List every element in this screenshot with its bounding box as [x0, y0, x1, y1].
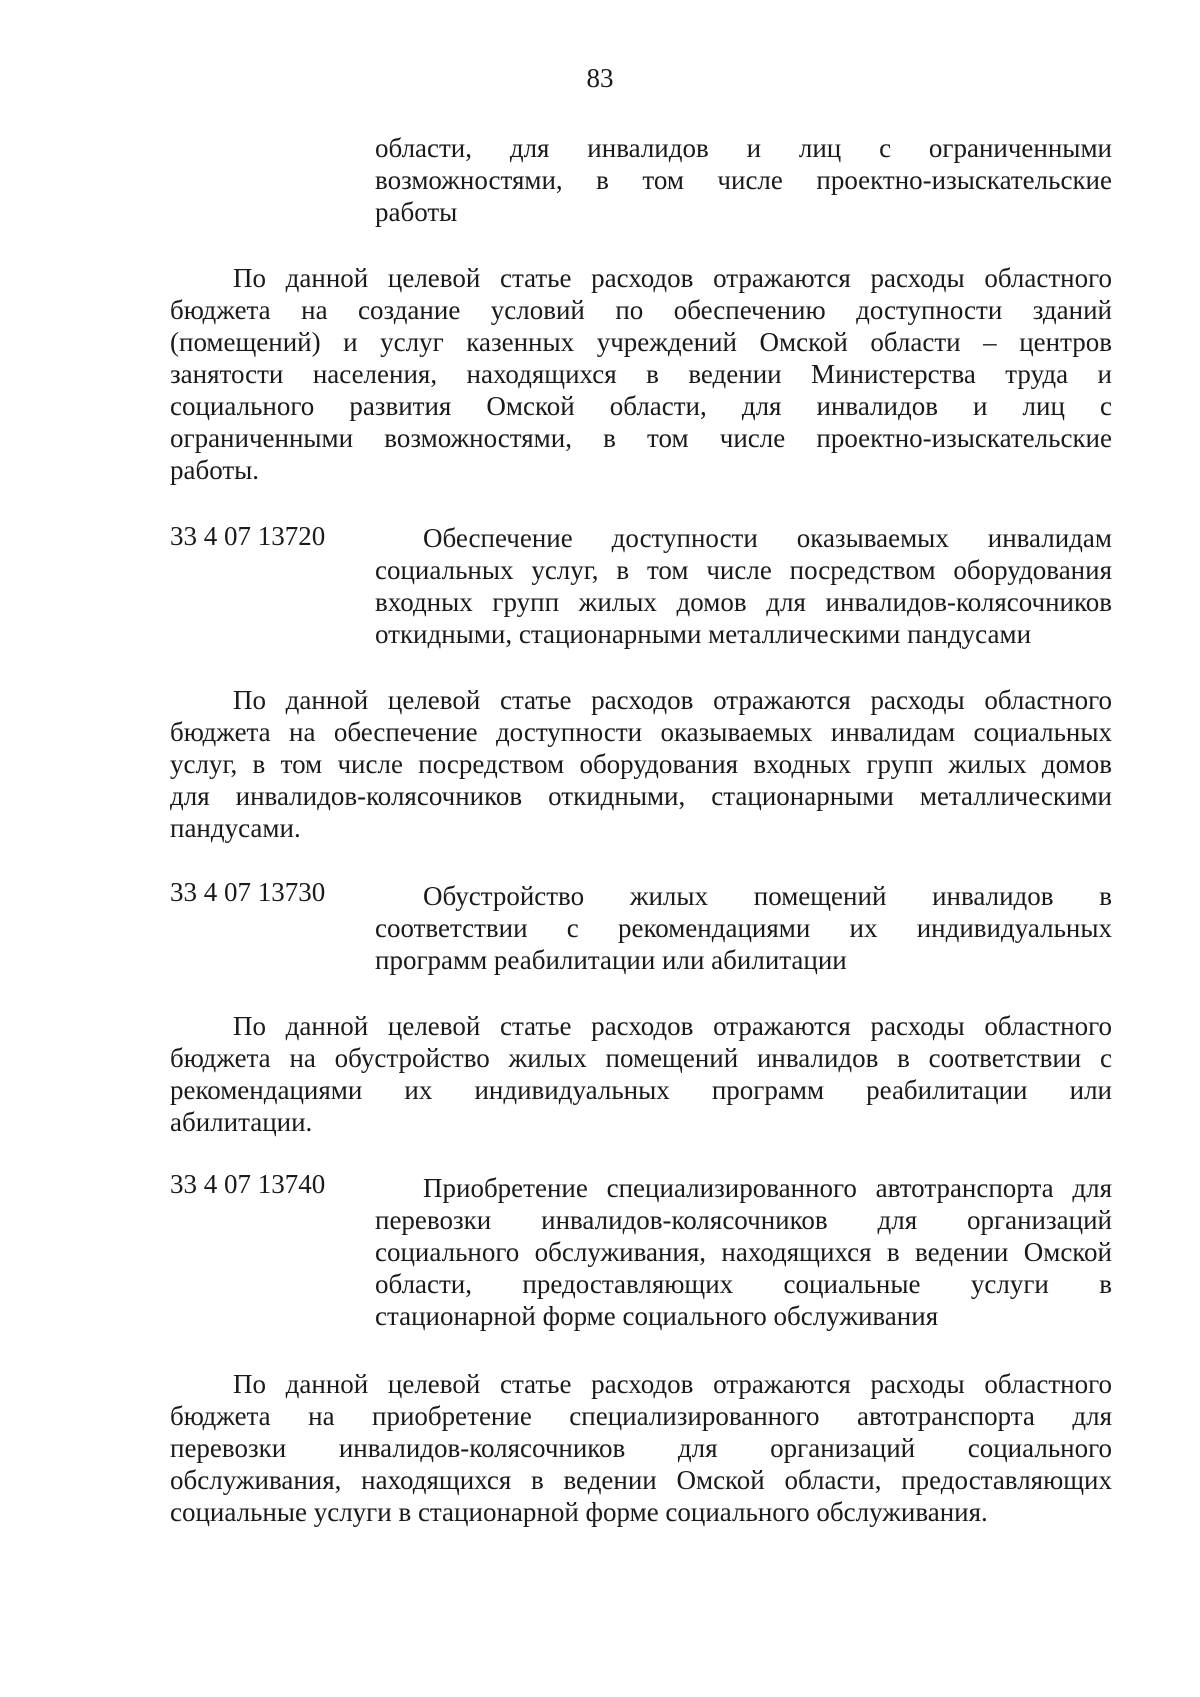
- page-number: 83: [586, 63, 614, 93]
- paragraph-line: бюджета на обеспечение доступности оказываемых инвалидам социальных: [170, 717, 1112, 747]
- paragraph-line: перевозки инвалидов-колясочников для организаций социального: [170, 1433, 1112, 1463]
- entry-title-line: социального обслуживания, находящихся в ведении Омской: [375, 1237, 1112, 1267]
- paragraph-line: занятости населения, находящихся в ведении Министерства труда и: [170, 359, 1112, 389]
- paragraph-line: По данной целевой статье расходов отражаются расходы областного: [233, 1011, 1112, 1041]
- paragraph-line: обслуживания, находящихся в ведении Омской области, предоставляющих: [170, 1465, 1112, 1495]
- paragraph-line: рекомендациями их индивидуальных программ реабилитации или: [170, 1075, 1112, 1105]
- paragraph-line: ограниченными возможностями, в том числе проектно-изыскательские: [170, 423, 1112, 453]
- paragraph-line: для инвалидов-колясочников откидными, стационарными металлическими: [170, 781, 1112, 811]
- entry-title-line: программ реабилитации или абилитации: [375, 945, 847, 975]
- paragraph-line: работы.: [170, 455, 260, 485]
- paragraph-line: бюджета на создание условий по обеспечению доступности зданий: [170, 295, 1112, 325]
- paragraph-line: бюджета на обустройство жилых помещений инвалидов в соответствии с: [170, 1043, 1112, 1073]
- paragraph-line: По данной целевой статье расходов отражаются расходы областного: [233, 263, 1112, 293]
- entry-title-line: Обустройство жилых помещений инвалидов в: [423, 881, 1112, 911]
- paragraph-line: социальные услуги в стационарной форме социального обслуживания.: [170, 1497, 988, 1527]
- entry-title-line: Обеспечение доступности оказываемых инвалидам: [423, 523, 1112, 553]
- paragraph-line: бюджета на приобретение специализированного автотранспорта для: [170, 1401, 1112, 1431]
- paragraph-line: По данной целевой статье расходов отражаются расходы областного: [233, 1369, 1112, 1399]
- paragraph-line: абилитации.: [170, 1107, 313, 1137]
- entry-code: 33 4 07 13740: [170, 1169, 326, 1199]
- paragraph-line: пандусами.: [170, 813, 301, 843]
- entry-title-line: перевозки инвалидов-колясочников для организаций: [375, 1205, 1112, 1235]
- entry-title-line: социальных услуг, в том числе посредством оборудования: [375, 555, 1112, 585]
- paragraph-line: (помещений) и услуг казенных учреждений Омской области – центров: [170, 327, 1112, 357]
- entry-title-line: откидными, стационарными металлическими пандусами: [375, 619, 1032, 649]
- entry-title-line: стационарной форме социального обслуживания: [375, 1301, 939, 1331]
- entry-title-line: Приобретение специализированного автотранспорта для: [423, 1173, 1112, 1203]
- entry-title-line: области, предоставляющих социальные услуги в: [375, 1269, 1112, 1299]
- title-line: области, для инвалидов и лиц с ограниченными: [375, 133, 1112, 163]
- paragraph-line: По данной целевой статье расходов отражаются расходы областного: [233, 685, 1112, 715]
- entry-title-line: входных групп жилых домов для инвалидов-колясочников: [375, 587, 1112, 617]
- paragraph-line: услуг, в том числе посредством оборудования входных групп жилых домов: [170, 749, 1112, 779]
- entry-code: 33 4 07 13730: [170, 877, 326, 907]
- title-line: возможностями, в том числе проектно-изыскательские: [375, 165, 1112, 195]
- entry-title-line: соответствии с рекомендациями их индивидуальных: [375, 913, 1112, 943]
- paragraph-line: социального развития Омской области, для инвалидов и лиц с: [170, 391, 1112, 421]
- title-line: работы: [375, 197, 458, 227]
- entry-code: 33 4 07 13720: [170, 521, 326, 551]
